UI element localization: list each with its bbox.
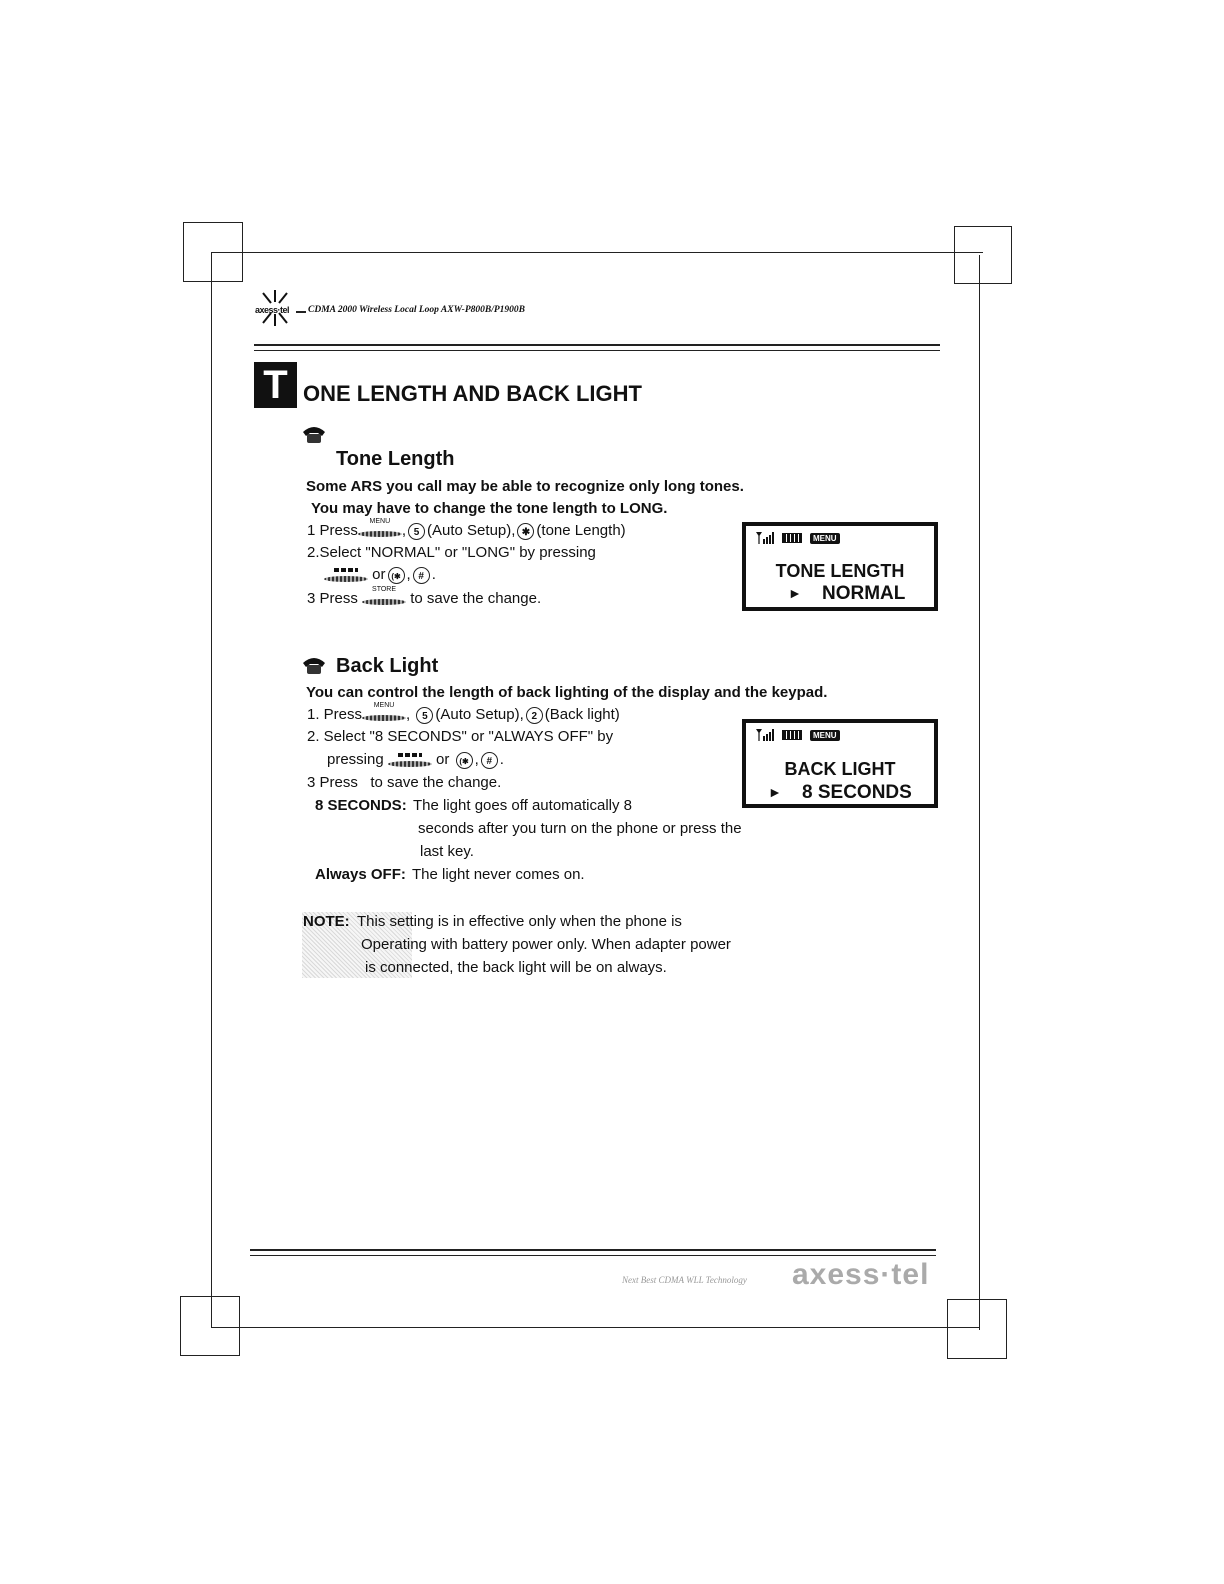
tone-length-step-2: 2.Select "NORMAL" or "LONG" by pressing xyxy=(307,544,596,561)
lcd-line-1: BACK LIGHT xyxy=(784,759,896,779)
lcd-status-bar xyxy=(756,532,840,544)
navigation-key-icon xyxy=(324,568,368,582)
option-8-seconds-line-1: The light goes off automatically 8 xyxy=(413,797,633,814)
note-line-1: This setting is in effective only when the phone is xyxy=(357,913,682,930)
signal-icon xyxy=(756,729,774,741)
note-label: NOTE: xyxy=(303,913,350,930)
footer-rule-thin xyxy=(250,1255,936,1256)
note-line-3: is connected, the back light will be on always. xyxy=(365,959,667,976)
header-doc-title: CDMA 2000 Wireless Local Loop AXW-P800B/P1900B xyxy=(308,305,526,315)
signal-icon xyxy=(756,532,774,544)
lcd-status-bar xyxy=(756,729,840,741)
key-hash-icon: # xyxy=(481,752,498,769)
navigation-key-icon xyxy=(388,753,432,767)
lcd-menu-badge: MENU xyxy=(810,533,840,544)
footer-brand-logo: axess·tel xyxy=(792,1258,930,1291)
key-5-icon: 5 xyxy=(408,523,425,540)
key-2-icon: 2 xyxy=(526,707,543,724)
crop-mark-bottom-right xyxy=(947,1299,1007,1359)
header-rule-thick xyxy=(254,344,940,346)
tone-length-step-1: 1 Press MENU , 5 (Auto Setup), ✱ (tone Length) xyxy=(307,518,626,539)
footer-tagline: Next Best CDMA WLL Technology xyxy=(622,1275,747,1285)
chapter-initial-box: T xyxy=(254,362,297,408)
key-star-icon: ✱ xyxy=(517,523,534,540)
step-text: 1 Press xyxy=(307,522,358,539)
lcd-line-2: NORMAL xyxy=(822,583,906,604)
store-key-icon: STORE xyxy=(362,593,406,605)
menu-key-icon: MENU xyxy=(358,525,402,537)
telephone-icon xyxy=(301,655,327,675)
tone-length-step-3: 3 Press STORE to save the change. xyxy=(307,586,542,607)
header-rule-thin xyxy=(254,350,940,351)
back-light-step-3: 3 Press to save the change. xyxy=(307,774,502,791)
key-5-icon: 5 xyxy=(416,707,433,724)
frame-top xyxy=(211,252,983,253)
tone-length-intro-2: You may have to change the tone length to LONG. xyxy=(311,500,668,517)
lcd-line-2: 8 SECONDS xyxy=(802,782,912,803)
key-star-icon: (✱ xyxy=(456,752,473,769)
crop-mark-top-right xyxy=(954,226,1012,284)
header-logo-rule xyxy=(296,311,306,313)
lcd-arrow-icon: ► xyxy=(788,585,802,601)
header-logo-text: axess·tel xyxy=(255,305,290,315)
battery-icon xyxy=(782,533,802,543)
tone-length-step-2-keys: or (✱ , # . xyxy=(324,566,436,584)
note-line-2: Operating with battery power only. When adapter power xyxy=(361,936,731,953)
footer-rule-thick xyxy=(250,1249,936,1251)
lcd-arrow-icon: ► xyxy=(768,784,782,800)
option-8-seconds-label: 8 SECONDS: xyxy=(315,797,407,814)
frame-right xyxy=(979,255,980,1330)
crop-mark-bottom-left xyxy=(180,1296,240,1356)
telephone-icon xyxy=(301,424,327,444)
tone-length-lcd xyxy=(742,522,938,611)
lcd-line-1: TONE LENGTH xyxy=(775,561,905,581)
chapter-title: ONE LENGTH AND BACK LIGHT xyxy=(303,381,642,406)
frame-left xyxy=(211,252,212,1328)
option-8-seconds-line-2: seconds after you turn on the phone or press the xyxy=(418,820,742,837)
back-light-step-1: 1. Press MENU , 5 (Auto Setup), 2 (Back light) xyxy=(307,702,620,723)
battery-icon xyxy=(782,730,802,740)
tone-length-title: Tone Length xyxy=(336,448,455,470)
frame-bottom xyxy=(211,1327,979,1328)
back-light-lcd xyxy=(742,719,938,808)
option-8-seconds-line-3: last key. xyxy=(420,843,474,860)
tone-length-intro-1: Some ARS you call may be able to recognize only long tones. xyxy=(306,478,744,495)
back-light-step-2: 2. Select "8 SECONDS" or "ALWAYS OFF" by xyxy=(307,728,614,745)
option-always-off-text: The light never comes on. xyxy=(412,866,585,883)
key-hash-icon: # xyxy=(413,567,430,584)
menu-key-icon: MENU xyxy=(362,709,406,721)
back-light-step-2-keys: pressing or (✱ , # . xyxy=(327,751,504,768)
key-star-icon: (✱ xyxy=(388,567,405,584)
lcd-menu-badge: MENU xyxy=(810,730,840,741)
back-light-intro: You can control the length of back lighting of the display and the keypad. xyxy=(306,684,828,701)
option-always-off-label: Always OFF: xyxy=(315,866,406,883)
back-light-title: Back Light xyxy=(336,655,439,677)
